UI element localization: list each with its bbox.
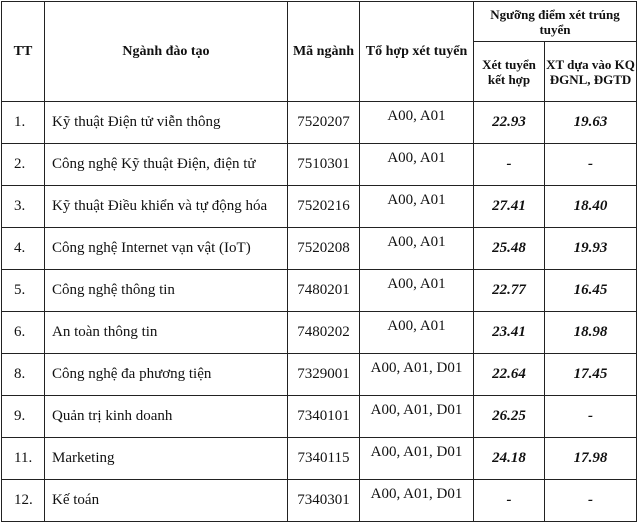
score-dgnl: 16.45	[545, 270, 637, 312]
subject-combination: A00, A01	[360, 186, 474, 228]
major-name: Công nghệ thông tin	[45, 270, 288, 312]
subject-combination: A00, A01	[360, 144, 474, 186]
subject-combination: A00, A01	[360, 270, 474, 312]
row-index: 11.	[2, 438, 45, 480]
score-combined: 27.41	[474, 186, 545, 228]
header-combined: Xét tuyển kết hợp	[474, 42, 545, 102]
major-name: Kế toán	[45, 480, 288, 522]
major-code: 7520216	[288, 186, 360, 228]
score-dgnl: -	[545, 480, 637, 522]
score-dgnl: 17.98	[545, 438, 637, 480]
major-name: An toàn thông tin	[45, 312, 288, 354]
score-dgnl: 18.40	[545, 186, 637, 228]
table-row	[2, 228, 637, 270]
header-combo: Tổ hợp xét tuyển	[360, 2, 474, 102]
header-major: Ngành đào tạo	[45, 2, 288, 102]
row-index: 9.	[2, 396, 45, 438]
major-code: 7520208	[288, 228, 360, 270]
major-name: Quản trị kinh doanh	[45, 396, 288, 438]
major-code: 7340301	[288, 480, 360, 522]
major-name: Kỹ thuật Điện tử viễn thông	[45, 102, 288, 144]
major-code: 7329001	[288, 354, 360, 396]
subject-combination: A00, A01	[360, 228, 474, 270]
score-dgnl: 19.93	[545, 228, 637, 270]
table-row	[2, 186, 637, 228]
table-row	[2, 144, 637, 186]
score-combined: 26.25	[474, 396, 545, 438]
table-row	[2, 102, 637, 144]
major-code: 7340101	[288, 396, 360, 438]
table-row	[2, 312, 637, 354]
row-index: 8.	[2, 354, 45, 396]
subject-combination: A00, A01, D01	[360, 480, 474, 522]
score-dgnl: -	[545, 144, 637, 186]
score-combined: -	[474, 480, 545, 522]
major-name: Công nghệ đa phương tiện	[45, 354, 288, 396]
subject-combination: A00, A01	[360, 102, 474, 144]
subject-combination: A00, A01	[360, 312, 474, 354]
row-index: 3.	[2, 186, 45, 228]
score-dgnl: 18.98	[545, 312, 637, 354]
score-combined: 23.41	[474, 312, 545, 354]
subject-combination: A00, A01, D01	[360, 396, 474, 438]
major-name: Công nghệ Kỹ thuật Điện, điện tử	[45, 144, 288, 186]
subject-combination: A00, A01, D01	[360, 354, 474, 396]
table-row	[2, 396, 637, 438]
score-combined: -	[474, 144, 545, 186]
score-combined: 22.93	[474, 102, 545, 144]
row-index: 1.	[2, 102, 45, 144]
score-dgnl: 17.45	[545, 354, 637, 396]
header-threshold: Ngưỡng điểm xét trúng tuyển	[474, 2, 637, 42]
major-code: 7480201	[288, 270, 360, 312]
major-name: Công nghệ Internet vạn vật (IoT)	[45, 228, 288, 270]
row-index: 4.	[2, 228, 45, 270]
row-index: 5.	[2, 270, 45, 312]
score-combined: 25.48	[474, 228, 545, 270]
subject-combination: A00, A01, D01	[360, 438, 474, 480]
header-code: Mã ngành	[288, 2, 360, 102]
admission-score-table	[1, 1, 637, 522]
score-dgnl: 19.63	[545, 102, 637, 144]
score-combined: 24.18	[474, 438, 545, 480]
row-index: 2.	[2, 144, 45, 186]
major-code: 7340115	[288, 438, 360, 480]
major-code: 7520207	[288, 102, 360, 144]
score-combined: 22.77	[474, 270, 545, 312]
table-row	[2, 480, 637, 522]
header-dgnl: XT dựa vào KQ ĐGNL, ĐGTD	[545, 42, 637, 102]
row-index: 12.	[2, 480, 45, 522]
score-combined: 22.64	[474, 354, 545, 396]
major-code: 7510301	[288, 144, 360, 186]
row-index: 6.	[2, 312, 45, 354]
table-row	[2, 354, 637, 396]
major-name: Kỹ thuật Điều khiển và tự động hóa	[45, 186, 288, 228]
major-name: Marketing	[45, 438, 288, 480]
table-row	[2, 270, 637, 312]
header-tt: TT	[2, 2, 45, 102]
score-dgnl: -	[545, 396, 637, 438]
major-code: 7480202	[288, 312, 360, 354]
